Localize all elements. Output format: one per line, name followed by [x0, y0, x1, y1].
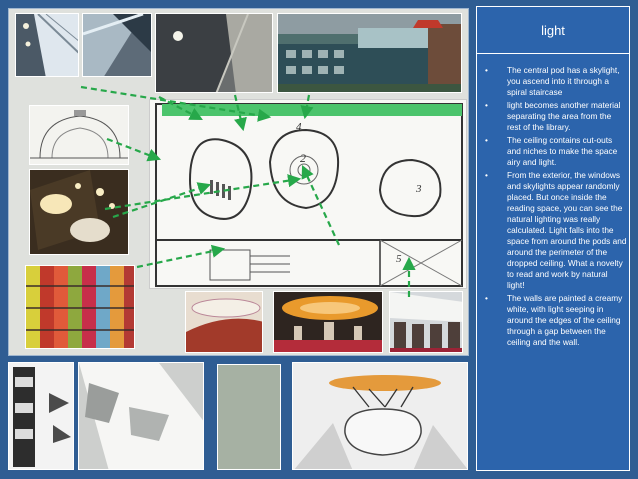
zone-label-5: 5: [396, 253, 402, 265]
zone-label-4: 4: [296, 121, 302, 133]
bullet-item: [477, 170, 629, 291]
zone-label-3: 3: [416, 183, 422, 195]
zone-label-2: 2: [300, 151, 306, 165]
section-sketch: [29, 105, 129, 165]
bullet-text: The central pod has a skylight, you ascend into it through a spiral staircase: [507, 65, 620, 97]
bullet-glyph: •: [485, 100, 488, 110]
exterior-photo: [277, 13, 462, 93]
bullet-text: The walls are painted a creamy white, with light seeping in around the edges of the ceiling through a gap between the ceiling and the wall.: [507, 293, 623, 347]
ceiling-photo-1: [15, 13, 79, 77]
colored-facade-photo: [25, 265, 135, 349]
bullet-item: [477, 100, 629, 133]
bullet-item: [477, 293, 629, 348]
bullet-glyph: •: [485, 135, 488, 145]
bottom-pod-rendering: [292, 362, 468, 470]
bottom-photo-2: [78, 362, 204, 470]
bullet-glyph: •: [485, 170, 488, 180]
bullet-text: From the exterior, the windows and skylights appear randomly placed. But once inside the reading space, you can see the natural lighting was really calculated. Light falls into the space from around the pods and around the perimeter of the dropped ceiling. What a novelty to read and work by natural light!: [507, 170, 627, 290]
bullet-item: [477, 65, 629, 98]
bullet-glyph: •: [485, 65, 488, 75]
sidebar-title: light: [541, 22, 565, 38]
interior-photo-3: [389, 291, 463, 353]
bullet-text: The ceiling contains cut-outs and niches to make the space airy and light.: [507, 135, 618, 167]
sidebar-header: [477, 7, 629, 54]
text-sidebar: [476, 6, 630, 471]
bullet-glyph: •: [485, 293, 488, 303]
skylight-photo: [82, 13, 152, 77]
bottom-color-block: [217, 364, 281, 470]
bullet-list: [477, 65, 629, 350]
bullet-text: light becomes another material separating the area from the rest of the library.: [507, 100, 621, 132]
interior-photo-2: [273, 291, 383, 353]
floor-plan: [149, 99, 467, 289]
bullet-item: [477, 135, 629, 168]
bottom-photo-1: [8, 362, 74, 470]
interior-photo-1: [185, 291, 263, 353]
ceiling-photo-2: [155, 13, 273, 93]
ceiling-cutouts-collage: [29, 169, 129, 255]
collage-panel: [8, 8, 469, 356]
